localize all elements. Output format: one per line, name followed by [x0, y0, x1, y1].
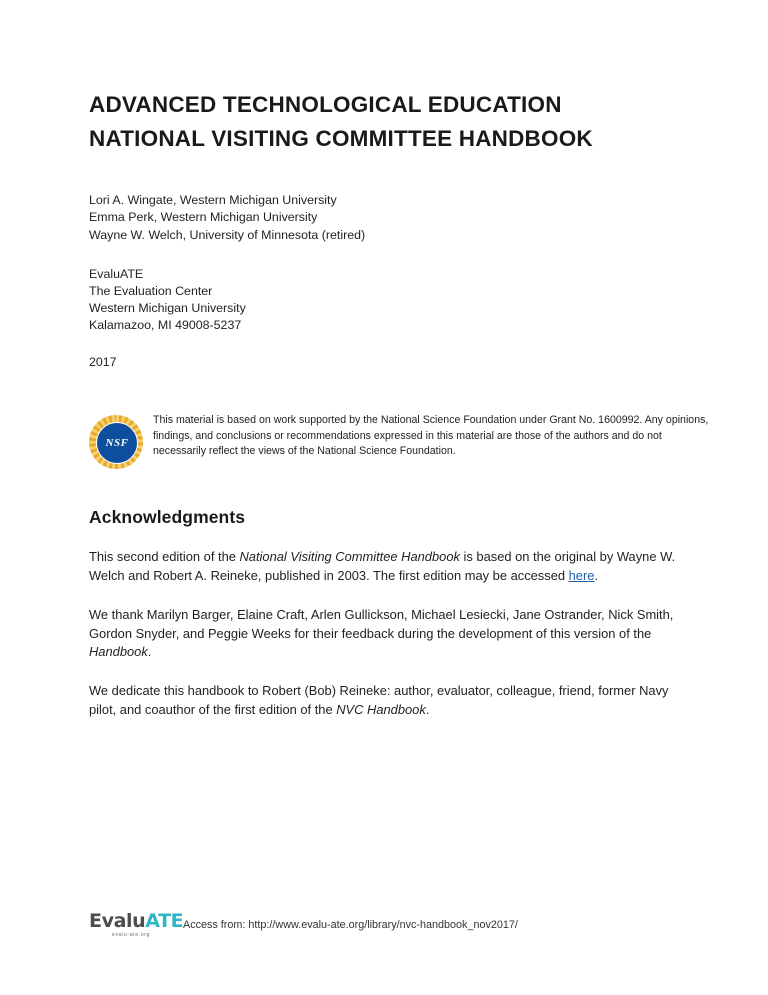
- author-2: Emma Perk, Western Michigan University: [89, 210, 318, 225]
- affiliation-block: [89, 266, 713, 334]
- acknowledgments-heading: Acknowledgments: [89, 507, 246, 528]
- affiliation-line-4: Kalamazoo, MI 49008-5237: [89, 318, 242, 333]
- title-line-2: NATIONAL VISITING COMMITTEE HANDBOOK: [89, 126, 593, 152]
- ack-p3-part1: We dedicate this handbook to Robert (Bob) Reineke: author, evaluator, colleague, friend, former Navy pilot, and coauthor of the first edition of the: [89, 683, 669, 718]
- first-edition-link[interactable]: here: [568, 567, 595, 583]
- publication-year: 2017: [89, 355, 117, 370]
- evaluate-logo-prefix: Evalu: [89, 910, 146, 932]
- ack-p1-italic1: National Visiting Committee Handbook: [239, 549, 460, 565]
- author-1: Lori A. Wingate, Western Michigan University: [89, 193, 337, 208]
- nsf-seal-icon: [89, 415, 143, 469]
- document-content: [89, 0, 713, 733]
- evaluate-logo-accent: ATE: [145, 910, 184, 932]
- evaluate-logo-icon: [89, 910, 184, 938]
- footer-access-text: Access from: http://www.evalu-ate.org/library/nvc-handbook_nov2017/: [183, 919, 518, 932]
- ack-p3-part2: .: [425, 702, 430, 718]
- ack-p2-italic1: Handbook: [89, 644, 148, 660]
- acknowledgments-paragraph-1: [89, 548, 679, 586]
- affiliation-line-2: The Evaluation Center: [89, 283, 213, 298]
- ack-p2-part1: We thank Marilyn Barger, Elaine Craft, Arlen Gullickson, Michael Lesiecki, Jane Ostrander, Nick Smith, Gordon Snyder, and Peggie Weeks for their feedback during the development of this version of the: [89, 606, 674, 641]
- ack-p3-italic1: NVC Handbook: [336, 702, 426, 718]
- nsf-funding-notice: [89, 413, 713, 469]
- author-3: Wayne W. Welch, University of Minnesota (retired): [89, 227, 366, 242]
- page-footer: [89, 912, 713, 938]
- acknowledgments-paragraph-3: [89, 682, 679, 720]
- title-line-1: ADVANCED TECHNOLOGICAL EDUCATION: [89, 92, 562, 117]
- ack-p1-part2: is based on the original by Wayne W. Welch and Robert A. Reineke, published in 2003. The first edition may be accessed: [89, 549, 676, 583]
- ack-p1-part1: This second edition of the: [89, 549, 240, 565]
- nsf-disclaimer-text: This material is based on work supported by the National Science Foundation under Grant No. 1600992. Any opinions, findings, and conclusions or recommendations expressed in this material are those of the authors and do not necessarily reflect the views of the National Science Foundation.: [153, 414, 709, 458]
- nsf-seal-label: NSF: [105, 437, 129, 450]
- acknowledgments-paragraph-2: [89, 606, 679, 662]
- affiliation-line-3: Western Michigan University: [89, 300, 246, 315]
- author-list: [89, 192, 713, 243]
- document-title: [89, 88, 713, 156]
- affiliation-line-1: EvaluATE: [89, 266, 144, 281]
- ack-p2-part2: .: [147, 644, 152, 660]
- evaluate-logo-sub: evalu-ate.org: [111, 932, 151, 938]
- ack-p1-part3: .: [594, 567, 599, 583]
